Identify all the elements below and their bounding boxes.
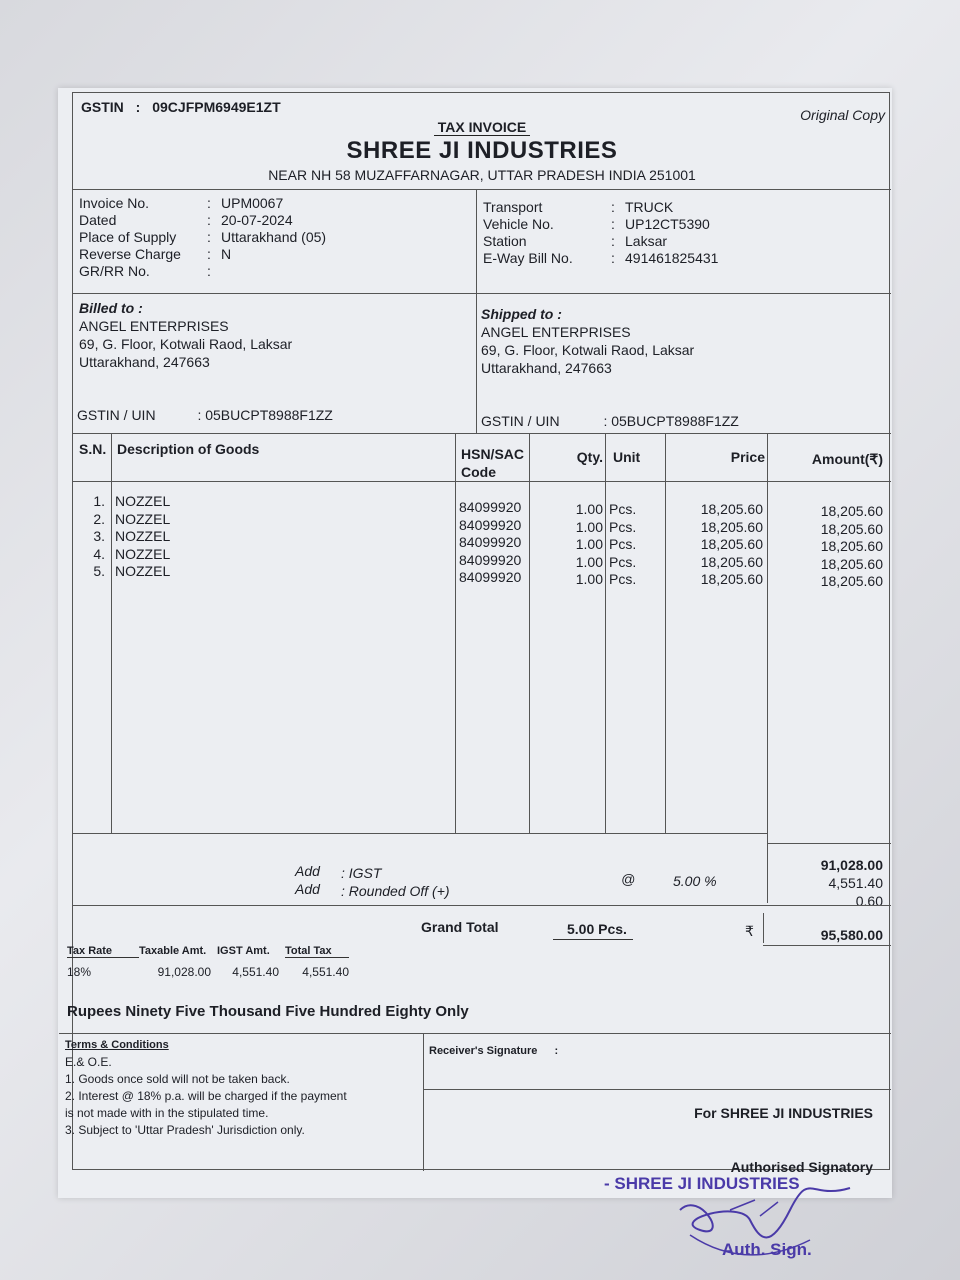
igst-amount: 4,551.40 [828,875,883,891]
sn-column [73,493,105,581]
divider-grand-total-bottom [763,945,891,946]
subtotal-value: 91,028.00 [820,857,883,873]
station-value: Laksar [625,233,668,249]
company-name: SHREE JI INDUSTRIES [346,137,618,164]
table-row-qty: 1.00 [575,553,603,570]
invoice-no-label: Invoice No. [79,195,150,211]
table-row-price: 18,205.60 [700,571,763,587]
shipped-to-gstin-value: : 05BUCPT8988F1ZZ [603,413,739,429]
doc-title: TAX INVOICE [434,119,530,136]
invoice-no-value: UPM0067 [221,195,284,211]
table-row-qty: 1.00 [575,571,603,587]
divider-grand-total [73,905,891,906]
table-row-unit: Pcs. [609,501,637,517]
terms [65,1037,347,1139]
total-tax-header: Total Tax [285,945,349,958]
table-row-price: 18,205.60 [700,518,763,535]
table-row-qty: 1.00 [575,501,603,517]
copy-type: Original Copy [800,107,885,123]
billed-to-gstin-value: : 05BUCPT8988F1ZZ [197,407,333,423]
total-tax-value: 4,551.40 [302,965,349,979]
vehicle-no-value: UP12CT5390 [625,216,710,232]
shipped-to-gstin-label: GSTIN / UIN [481,413,560,429]
divider-header [73,189,891,190]
table-row-unit: Pcs. [609,536,637,552]
grand-total-qty: 5.00 Pcs. [553,921,633,940]
divider-table-bottom [73,833,767,834]
shipped-to-address1: 69, G. Floor, Kotwali Raod, Laksar [481,342,695,358]
table-row-hsn: 84099920 [459,499,522,515]
grand-total-label: Grand Total [421,919,499,935]
table-row-unit: Pcs. [609,553,637,570]
col-hsn-line1: HSN/SAC [461,446,525,462]
col-amount: Amount(₹) [811,451,883,467]
table-row-hsn: 84099920 [459,516,522,533]
igst-rate: 5.00 % [673,873,717,889]
billed-to-name: ANGEL ENTERPRISES [79,318,229,334]
seller-gstin [81,99,281,115]
dated-label: Dated [79,212,117,228]
reverse-charge-label: Reverse Charge [79,246,181,262]
round-amount: 0.60 [855,893,883,909]
price-column [673,501,763,589]
table-row-sn: 1. [93,493,105,509]
billed-to-address1: 69, G. Floor, Kotwali Raod, Laksar [79,336,293,352]
taxable-amt-value: 91,028.00 [157,965,211,979]
table-row-qty: 1.00 [575,536,603,552]
company-address: NEAR NH 58 MUZAFFARNAGAR, UTTAR PRADESH INDIA 251001 [268,167,696,183]
table-row-hsn: 84099920 [459,569,522,585]
transport-label: Transport [483,199,543,215]
divider-signature [423,1089,891,1090]
gr-rr-label: GR/RR No. [79,263,150,279]
col-description: Description of Goods [117,441,260,457]
tax-rate-value: 18% [67,965,92,979]
igst-amt-value: 4,551.40 [232,965,279,979]
billed-to-address2: Uttarakhand, 247663 [79,354,210,370]
seller-gstin-sep: : [135,99,141,115]
shipped-to [481,305,694,377]
terms-line: E.& O.E. [65,1055,112,1069]
table-row-price: 18,205.60 [700,501,763,517]
seller-gstin-value: 09CJFPM6949E1ZT [152,99,281,115]
amount-column [773,503,883,591]
reverse-charge-value: N [221,246,232,262]
table-row-desc: NOZZEL [115,545,171,562]
table-row-amount: 18,205.60 [820,555,883,572]
reverse-charge-row: Reverse Charge : N [79,246,232,262]
eway-bill-value: 491461825431 [625,250,719,266]
station-label: Station [483,233,527,249]
col-sep-sn [111,433,112,833]
receiver-signature-sep: : [554,1045,559,1057]
round-add: Add [295,881,320,897]
col-price: Price [730,449,765,465]
terms-sep [423,1033,424,1171]
vehicle-no-label: Vehicle No. [483,216,554,232]
table-row-desc: NOZZEL [115,493,171,509]
dated-value: 20-07-2024 [221,212,293,228]
igst-at: @ [621,871,636,887]
taxable-amt-header: Taxable Amt. [139,945,207,957]
col-hsn [461,445,524,481]
table-row-desc: NOZZEL [115,510,171,527]
shipped-to-heading: Shipped to : [481,306,562,322]
table-row-desc: NOZZEL [115,563,171,579]
transport-info [483,199,718,267]
billed-to-gstin-label: GSTIN / UIN [77,407,156,423]
divider-table-top [73,433,891,434]
divider-table-header [73,481,891,482]
invoice-info [79,195,326,280]
table-row-unit: Pcs. [609,571,637,587]
authorised-signatory: Authorised Signatory [730,1159,873,1175]
company-stamp: - SHREE JI INDUSTRIES [604,1174,800,1193]
billed-to [79,299,292,371]
terms-line: 2. Interest @ 18% p.a. will be charged if the payment [65,1089,347,1103]
col-qty: Qty. [576,449,603,465]
eway-bill-row: E-Way Bill No. : 491461825431 [483,250,719,266]
auth-sign-stamp: Auth. Sign. [722,1240,812,1259]
igst-amt-header: IGST Amt. [217,945,270,957]
table-row-sn: 3. [93,528,105,544]
shipped-to-gstin [481,413,739,429]
igst-label: : IGST [341,865,382,881]
transport-value: TRUCK [625,199,674,215]
invoice-paper [58,88,892,1198]
col-sn: S.N. [79,441,107,457]
currency-symbol: ₹ [745,923,754,939]
amount-in-words: Rupees Ninety Five Thousand Five Hundred Eighty Only [67,1003,469,1020]
tax-summary-headers [67,945,349,958]
place-of-supply-value: Uttarakhand (05) [221,229,327,245]
table-row-price: 18,205.60 [700,553,763,570]
billed-to-gstin [77,407,333,423]
grand-total-value: 95,580.00 [820,927,883,943]
table-row-sn: 4. [93,545,105,562]
terms-line: 3. Subject to 'Uttar Pradesh' Jurisdiction only. [65,1123,305,1137]
receiver-signature-label: Receiver's Signature [429,1045,538,1057]
place-of-supply-row: Place of Supply : Uttarakhand (05) [79,229,327,245]
divider-info-vertical [476,189,477,433]
table-row-amount: 18,205.60 [820,503,883,519]
billed-to-heading: Billed to : [79,300,143,316]
terms-line: is not made with in the stipulated time. [65,1106,269,1120]
gr-rr-row: GR/RR No. : [79,263,211,279]
col-sep-unit [665,433,666,833]
table-row-sn: 5. [93,563,105,579]
place-of-supply-label: Place of Supply [79,229,177,245]
shipped-to-name: ANGEL ENTERPRISES [481,324,631,340]
receiver-signature [429,1045,558,1057]
doc-title-wrap [73,119,891,135]
unit-column [609,501,636,589]
desc-column [115,493,170,581]
divider-terms [59,1033,891,1034]
terms-line: 1. Goods once sold will not be taken back. [65,1072,290,1086]
table-row-price: 18,205.60 [700,536,763,552]
divider-parties [73,293,891,294]
table-row-amount: 18,205.60 [820,520,883,537]
tax-rate-header: Tax Rate [67,945,139,958]
for-company: For SHREE JI INDUSTRIES [694,1105,873,1121]
table-row-amount: 18,205.60 [820,538,883,554]
table-row-desc: NOZZEL [115,528,171,544]
round-label: : Rounded Off (+) [341,883,450,899]
table-row-amount: 18,205.60 [820,573,883,589]
vehicle-no-row: Vehicle No. : UP12CT5390 [483,216,710,232]
table-row-sn: 2. [93,510,105,527]
dated-row: Dated : 20-07-2024 [79,212,293,228]
grand-total-sep [763,913,764,943]
qty-column [543,501,603,589]
eway-bill-label: E-Way Bill No. [483,250,573,266]
hsn-column [459,499,521,587]
col-hsn-line2: Code [461,464,496,480]
terms-heading: Terms & Conditions [65,1039,169,1051]
transport-row: Transport : TRUCK [483,199,674,215]
station-row: Station : Laksar [483,233,668,249]
col-unit: Unit [613,449,641,465]
col-sep-desc [455,433,456,833]
invoice-sheet [65,92,890,1175]
table-row-qty: 1.00 [575,518,603,535]
tax-summary-values [67,965,349,979]
shipped-to-address2: Uttarakhand, 247663 [481,360,612,376]
col-sep-qty [605,433,606,833]
invoice-no-row: Invoice No. : UPM0067 [79,195,284,211]
table-row-hsn: 84099920 [459,551,522,568]
col-sep-price [767,433,768,903]
igst-add: Add [295,863,320,879]
col-sep-hsn [529,433,530,833]
table-row-hsn: 84099920 [459,534,522,550]
divider-amount-subtotal [767,843,891,844]
seller-gstin-label: GSTIN [81,99,124,115]
table-row-unit: Pcs. [609,518,637,535]
